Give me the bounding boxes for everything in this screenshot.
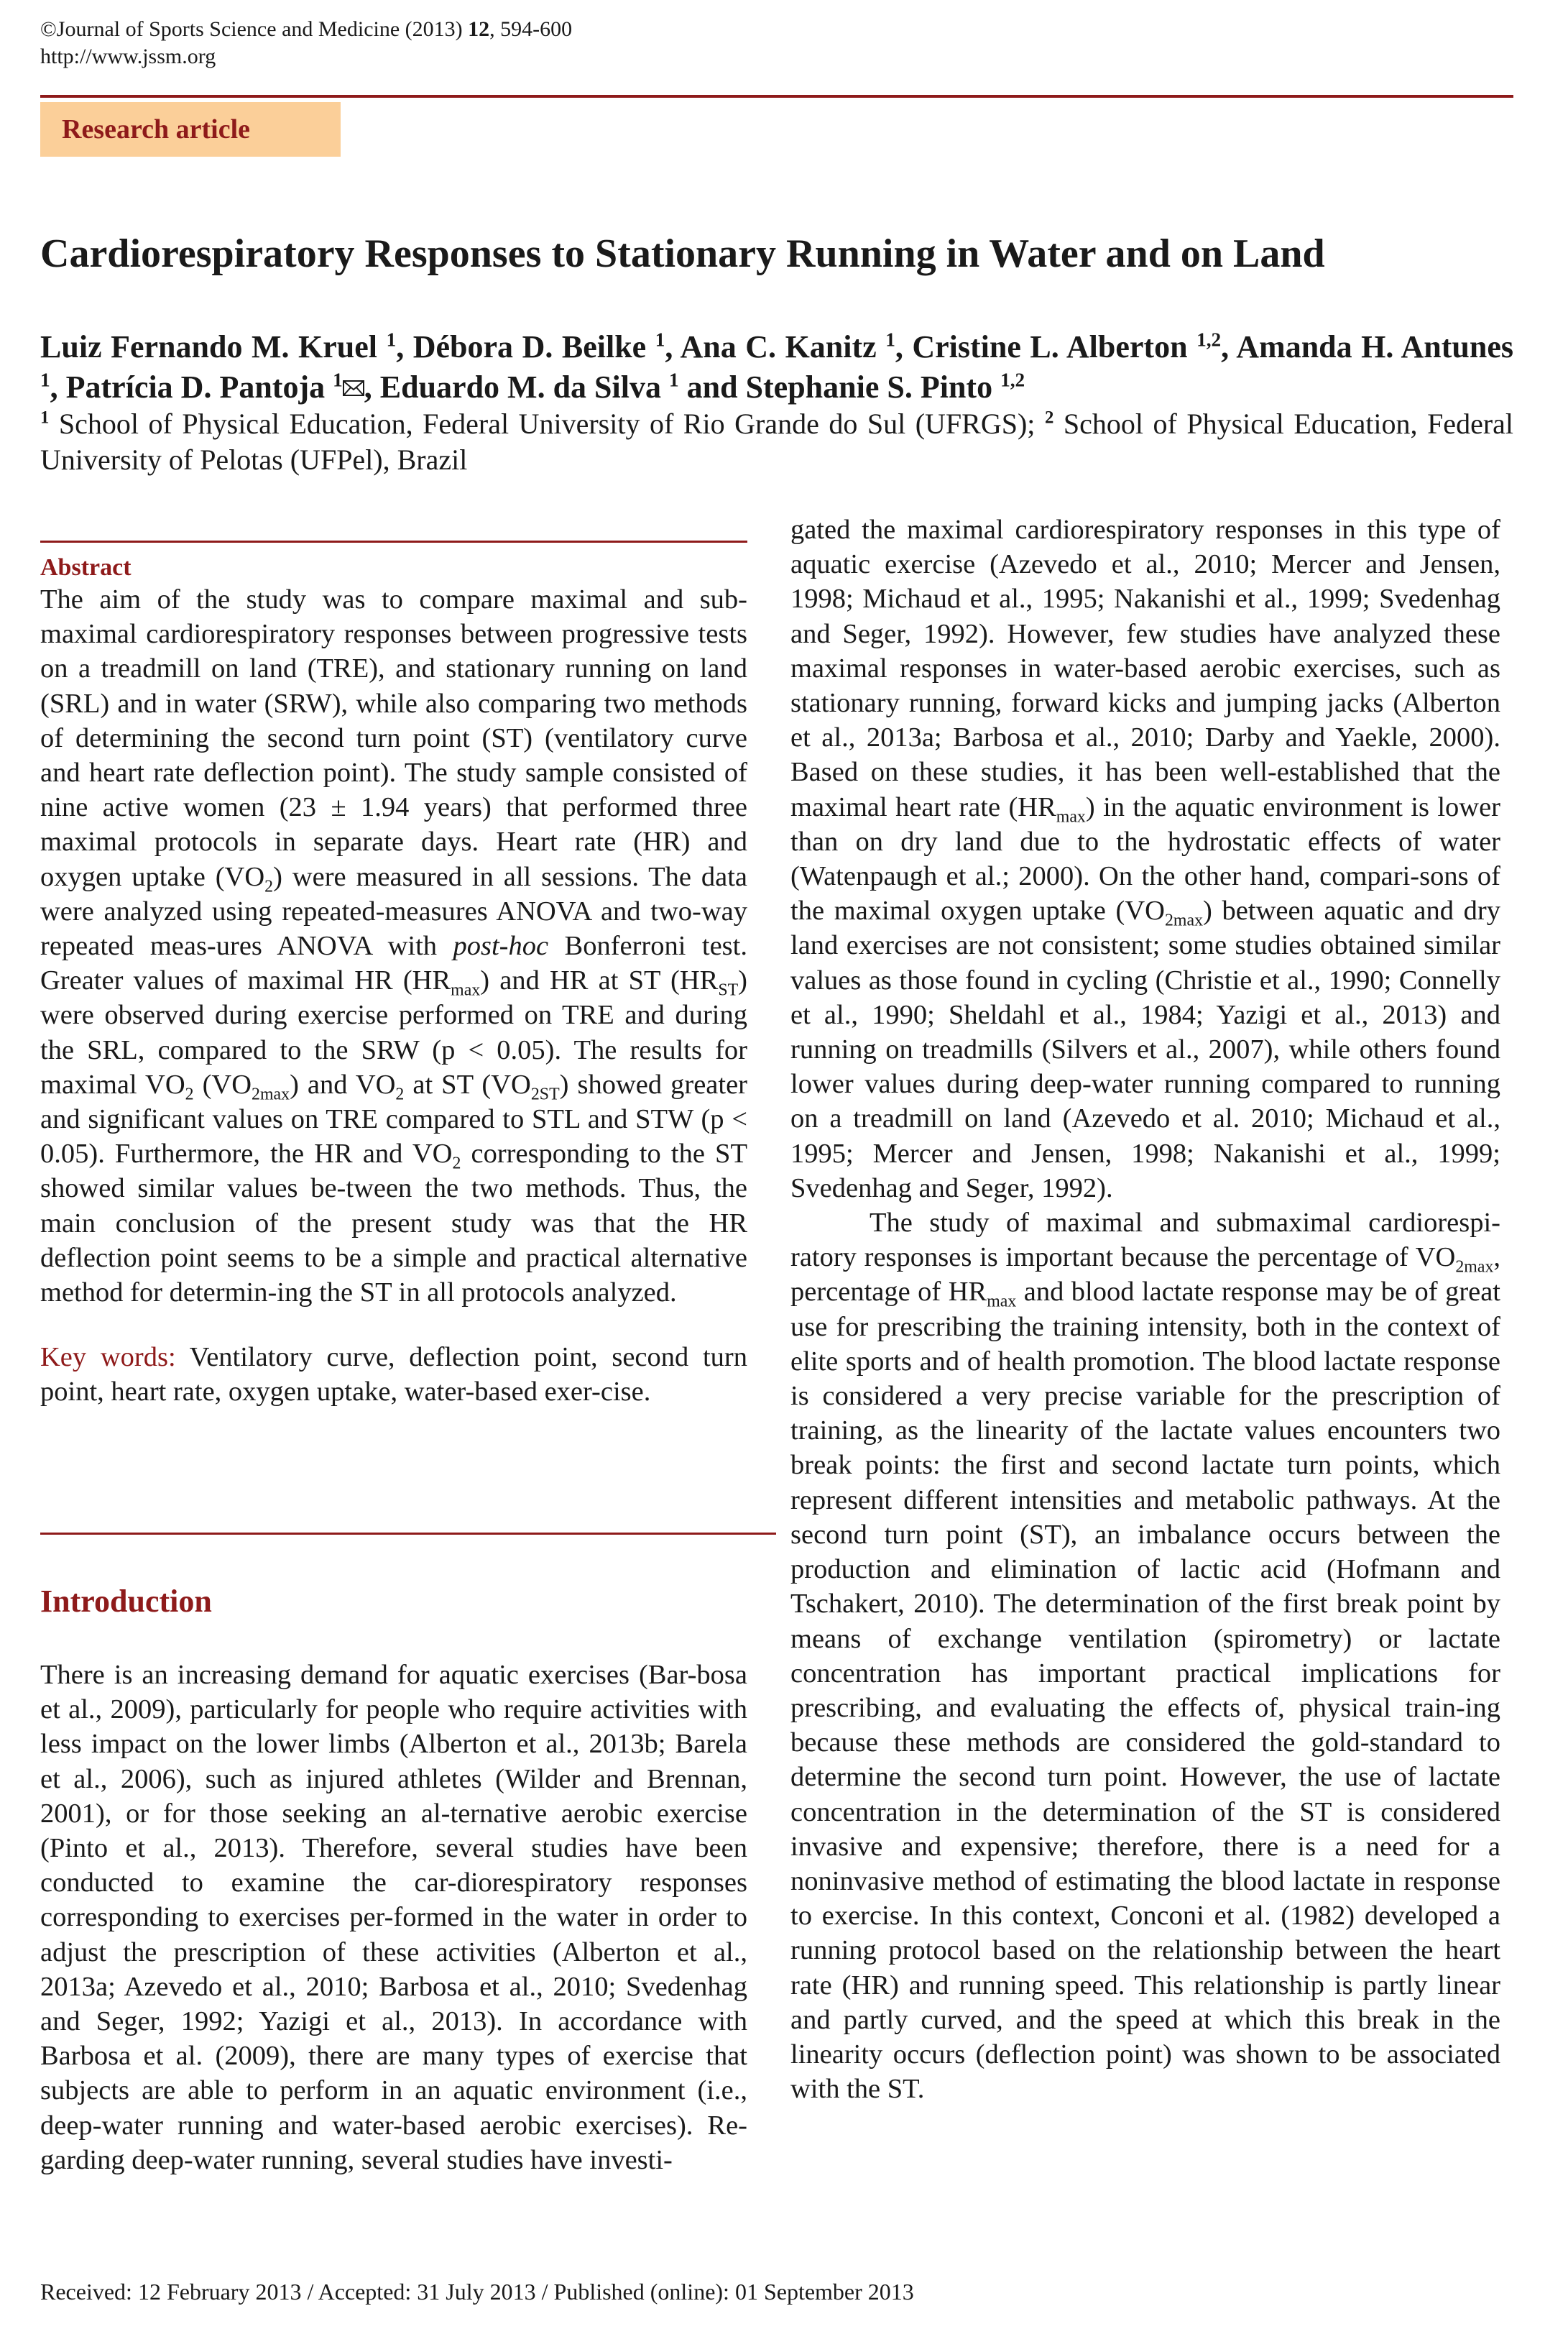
introduction-heading: Introduction	[40, 1584, 212, 1619]
keywords: Key words: Ventilatory curve, deflection point, second turn point, heart rate, oxygen uptake, water-based exer-cise.	[40, 1342, 747, 1407]
article-type-badge: Research article	[40, 102, 341, 157]
abstract-text: The aim of the study was to compare maximal and sub-maximal cardiorespiratory responses between progressive tests on a treadmill on land (TRE), and stationary running on land (SRL) and in water (SRW), while also comparing two methods of determining the second turn point (ST) (ventilatory curve and heart rate deflection point). The study sample consisted of nine active women (23 ± 1.94 years) that performed three maximal protocols in separate days. Heart rate (HR) and oxygen uptake $(VO_2)$ were measured in all sessions. The data were analyzed using repeated-measures ANOVA and two-way repeated meas-ures ANOVA with post-hoc Bonferroni test. Greater values of maximal HR $(HR_{max})$ and HR at ST $(HR_{ST})$ were observed during exercise performed on TRE and during the SRL, compared to the SRW (p < 0.05). The results for maximal $VO_2$ $(VO_{2max})$ and $VO_2$ at ST $(VO_{2ST})$ showed greater and significant values on TRE compared to STL and STW (p < 0.05). Furthermore, the HR and $VO_2$ corresponding to the ST showed similar values be-tween the two methods. Thus, the main conclusion of the present study was that the HR deflection point seems to be a simple and practical alternative method for determin-ing the ST in all protocols analyzed.	[40, 584, 748, 1308]
journal-citation: ©Journal of Sports Science and Medicine (2013) 12, 594-600	[40, 17, 573, 41]
intro-paragraph-1: There is an increasing demand for aquatic exercises (Bar-bosa et al., 2009), particularly for people who require activities with less impact on the lower limbs (Alberton et al., 2013b; Barela et al., 2006), such as injured athletes (Wilder and Brennan, 2001), or for those seeking an al-ternative aerobic exercise (Pinto et al., 2013). Therefore, several studies have been conducted to examine the car-diorespiratory responses corresponding to exercises per-formed in the water in order to adjust the prescription of these activities (Alberton et al., 2013a; Azevedo et al., 2010; Barbosa et al., 2010; Svedenhag and Seger, 1992; Yazigi et al., 2013). In accordance with Barbosa et al. (2009), there are many types of exercise that subjects are able to perform in an aquatic environment (i.e., deep-water running and water-based aerobic exercises). Re-garding deep-water running, several studies have investi-	[40, 1660, 747, 2175]
abstract-column	[40, 553, 747, 1410]
journal-url[interactable]: http://www.jssm.org	[40, 45, 216, 68]
author: Patrícia D. Pantoja	[65, 369, 326, 405]
envelope-icon[interactable]	[343, 380, 364, 396]
author: Amanda H. Antunes	[1236, 329, 1514, 364]
article-title: Cardiorespiratory Responses to Stationary Running in Water and on Land	[40, 231, 1325, 276]
abstract-top-rule	[40, 541, 747, 543]
intro-paragraph-2: The study of maximal and submaximal cardiorespi-ratory responses is important because the percentage of $VO_{2max}$, percentage of $HR_{max}$ and blood lactate response may be of great use for prescribing the training intensity, both in the context of elite sports and of health promotion. The blood lactate response is considered a very precise variable for the prescription of training, as the linearity of the lactate values encounters two break points: the first and second lactate turn points, which represent different intensities and metabolic pathways. At the second turn point (ST), an imbalance occurs between the production and elimination of lactic acid (Hofmann and Tschakert, 2010). The determination of the first break point by means of exchange ventilation (spirometry) or lactate concentration has important practical implications for prescribing, and evaluating the effects of, physical train-ing because these methods are considered the gold-standard to determine the second turn point. However, the use of lactate concentration in the determination of the ST is considered invasive and expensive; therefore, there is a need for a noninvasive method of estimating the blood lactate in response to exercise. In this context, Conconi et al. (1982) developed a running protocol based on the relationship between the heart rate (HR) and running speed. This relationship is partly linear and partly curved, and the speed at which this break in the linearity occurs (deflection point) was shown to be associated with the ST.	[790, 1208, 1501, 2105]
header-rule	[40, 95, 1513, 98]
author: Eduardo M. da Silva	[379, 369, 661, 405]
author: Luiz Fernando M. Kruel	[40, 329, 378, 364]
abstract-heading: Abstract	[40, 554, 132, 581]
abstract-bottom-rule	[40, 1533, 776, 1535]
author: Ana C. Kanitz	[680, 329, 877, 364]
publication-dates: Received: 12 February 2013 / Accepted: 31 July 2013 / Published (online): 01 September 2013	[40, 2279, 914, 2305]
author: Stephanie S. Pinto	[745, 369, 993, 405]
introduction-right-column	[790, 513, 1500, 2106]
affiliations: $^1$ School of Physical Education, Federal University of Rio Grande do Sul (UFRGS); $^2$ School of Physical Education, Federal University of Pelotas (UFPel), Brazil	[40, 408, 1514, 476]
journal-header	[40, 16, 572, 70]
author: Débora D. Beilke	[412, 329, 647, 364]
intro-paragraph-1-cont: gated the maximal cardiorespiratory responses in this type of aquatic exercise (Azevedo et al., 2010; Mercer and Jensen, 1998; Michaud et al., 1995; Nakanishi et al., 1999; Svedenhag and Seger, 1992). However, few studies have analyzed these maximal responses in water-based aerobic exercises, such as stationary running, forward kicks and jumping jacks (Alberton et al., 2013a; Barbosa et al., 2010; Darby and Yaekle, 2000). Based on these studies, it has been well-established that the maximal heart rate $(HR_{max})$ in the aquatic environment is lower than on dry land due to the hydrostatic effects of water (Watenpaugh et al.; 2000). On the other hand, compari-sons of the maximal oxygen uptake $(VO_{2max})$ between aquatic and dry land exercises are not consistent; some studies obtained similar values as those found in cycling (Christie et al., 1990; Connelly et al., 1990; Sheldahl et al., 1984; Yazigi et al., 2013) and running on treadmills (Silvers et al., 2007), while others found lower values during deep-water running compared to running on a treadmill on land (Azevedo et al. 2010; Michaud et al., 1995; Mercer and Jensen, 1998; Nakanishi et al., 1999; Svedenhag and Seger, 1992).	[790, 515, 1500, 1203]
introduction-left-column	[40, 1581, 747, 2177]
author: Cristine L. Alberton	[912, 329, 1188, 364]
author-list: Luiz Fernando M. Kruel $^1$, Débora D. Beilke $^1$, Ana C. Kanitz $^1$, Cristine L. Alberton $^{1,2}$, Amanda H. Antunes $^1$, Patrícia D. Pantoja $^1$ , Eduardo M. da Silva $^1$ and Stephanie S. Pinto $^{1,2}$	[40, 329, 1514, 405]
